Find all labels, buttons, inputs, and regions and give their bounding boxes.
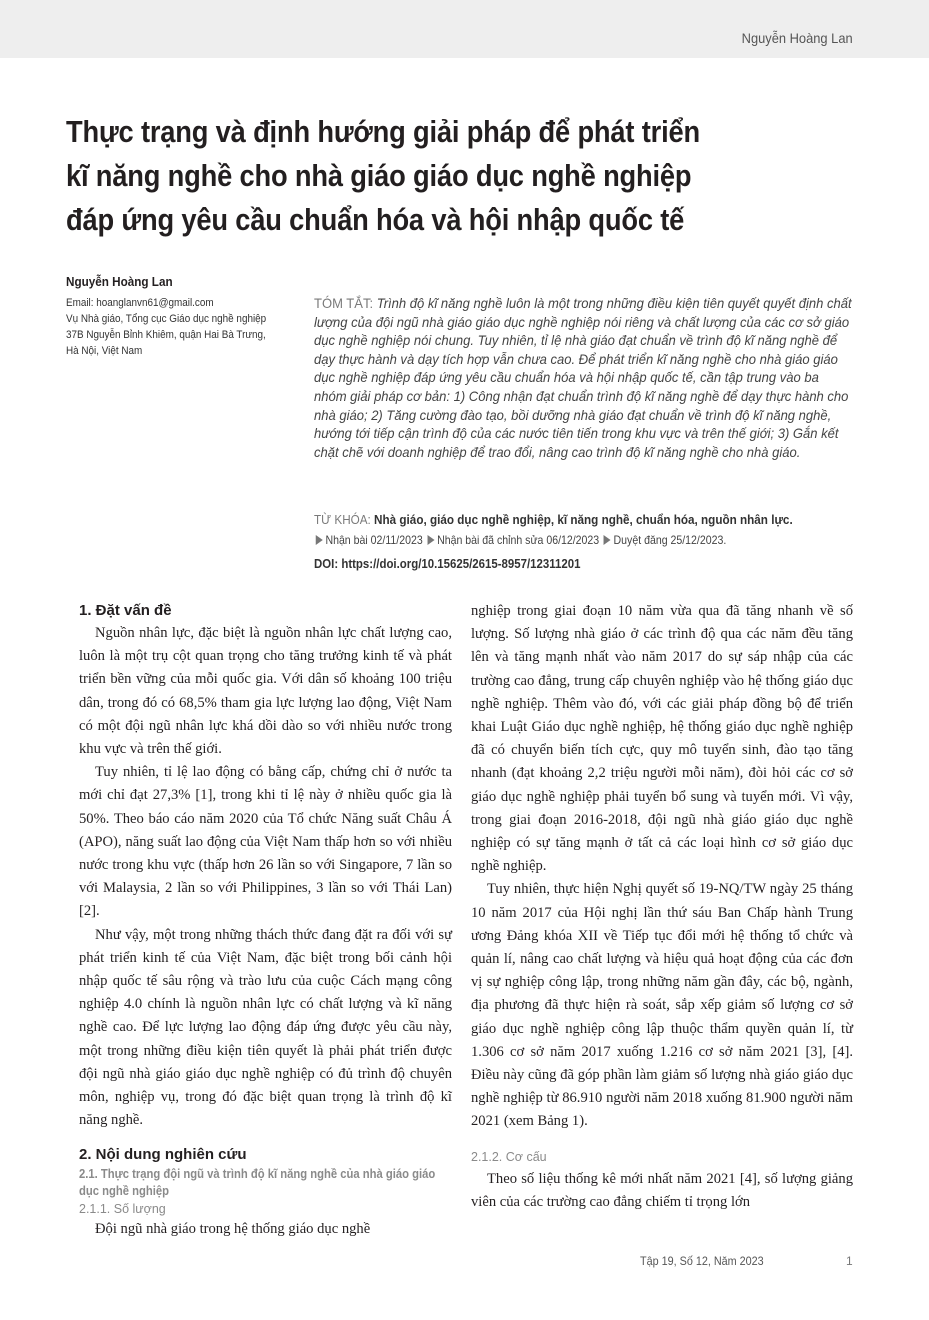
body-right-column xyxy=(471,600,853,1214)
keywords-text: Nhà giáo, giáo dục nghề nghiệp, kĩ năng nghề, chuẩn hóa, nguồn nhân lực. xyxy=(374,512,793,527)
arrow-right-icon xyxy=(427,535,434,545)
subsection-heading: 2.1. Thực trạng đội ngũ và trình độ kĩ năng nghề của nhà giáo giáo dục nghề nghiệp xyxy=(79,1167,436,1199)
author-affiliation xyxy=(66,295,282,359)
date-revised: Nhận bài đã chỉnh sửa 06/12/2023 xyxy=(437,533,600,547)
article-title xyxy=(66,110,752,242)
section-heading: 2. Nội dung nghiên cứu xyxy=(79,1146,247,1164)
abstract-label: TÓM TẮT: xyxy=(314,295,374,311)
subsubsection-heading: 2.1.1. Số lượng xyxy=(79,1202,166,1217)
title-line: kĩ năng nghề cho nhà giáo giáo dục nghề nghiệp xyxy=(66,158,692,193)
article-dates xyxy=(314,533,824,547)
page-number: 1 xyxy=(846,1254,853,1268)
paragraph: Tuy nhiên, tỉ lệ lao động có bằng cấp, chứng chỉ ở nước ta mới chỉ đạt 27,3% [1], trong khi tỉ lệ này ở nhiều quốc gia là 50%. Theo báo cáo năm 2020 của Tổ chức Năng suất Châu Á (APO), năng suất lao động của Việt Nam thấp hơn so với nhiều nước trong khu vực (thấp hơn 26 lần so với Singapore, 7 lần so với Malaysia, 2 lần so với Philippines, 3 lần so với Thái Lan) [2]. xyxy=(79,764,452,920)
date-accepted: Duyệt đăng 25/12/2023. xyxy=(613,533,727,547)
affiliation-line: Hà Nội, Việt Nam xyxy=(66,345,143,357)
title-line: Thực trạng và định hướng giải pháp để phát triển xyxy=(66,114,700,149)
paragraph: nghiệp trong giai đoạn 10 năm vừa qua đã tăng nhanh về số lượng. Số lượng nhà giáo ở các trình độ qua các năm đều tăng lên và tăng mạnh nhất vào năm 2017 do sự sáp nhập của các trường cao đẳng, trung cấp chuyên nghiệp vào hệ thống giáo dục nghề nghiệp. Thêm vào đó, với các giải pháp đồng bộ để triển khai Luật Giáo dục nghề nghiệp, hệ thống giáo dục nghề nghiệp đã có chuyển biến tích cực, quy mô tuyển sinh, đào tạo tăng nhanh (đạt khoảng 2,2 triệu người mỗi năm), đòi hỏi các cơ sở giáo dục nghề nghiệp phải tuyển bổ sung và tuyển mới. Vì vậy, trong giai đoạn 2016-2018, đội ngũ nhà giáo giáo dục nghề nghiệp có sự tăng mạnh ở tất cả các loại hình cơ sở giáo dục nghề nghiệp. xyxy=(471,603,853,875)
section-heading: 1. Đặt vấn đề xyxy=(79,602,172,619)
paragraph: Theo số liệu thống kê mới nhất năm 2021 [4], số lượng giảng viên của các trường cao đẳng chiếm tỉ trọng lớn xyxy=(471,1170,853,1210)
body-left-column xyxy=(79,600,452,1242)
paragraph: Nguồn nhân lực, đặc biệt là nguồn nhân lực chất lượng cao, luôn là một trụ cột quan trọng cho tăng trưởng kinh tế và phát triển bền vững của mỗi quốc gia. Với dân số khoảng 100 triệu dân, trong đó có 68,5% tham gia lực lượng lao động, Việt Nam có một đội ngũ nhân lực khá dồi dào so với nhiều nước trong khu vực và trên thế giới. xyxy=(79,625,452,758)
author-name: Nguyễn Hoàng Lan xyxy=(66,274,173,289)
affiliation-line: Email: hoanglanvn61@gmail.com xyxy=(66,297,214,309)
keywords xyxy=(314,512,836,527)
affiliation-line: Vụ Nhà giáo, Tổng cục Giáo dục nghề nghiệp xyxy=(66,313,267,325)
abstract-text: Trình độ kĩ năng nghề luôn là một trong những điều kiện tiên quyết quyết định chất lượng của đội ngũ nhà giáo giáo dục nghề nghiệp nói riêng và chất lượng của các cơ sở giáo dục nghề nghiệp nói chung. Tuy nhiên, tỉ lệ nhà giáo đạt chuẩn về trình độ kĩ năng nghề để dạy thực hành và dạy tích hợp vẫn chưa cao. Để phát triển kĩ năng nghề cho nhà giáo giáo dục nghề nghiệp đáp ứng yêu cầu chuẩn hóa và hội nhập quốc tế, cần tập trung vào ba nhóm giải pháp cơ bản: 1) Công nhận đạt chuẩn trình độ kĩ năng nghề để dạy thực hành cho nhà giáo; 2) Tăng cường đào tạo, bồi dưỡng nhà giáo đạt chuẩn về trình độ kĩ năng nghề, hướng tới tiếp cận trình độ của các nước tiên tiến trong khu vực và trên thế giới; 3) Gắn kết chặt chẽ với doanh nghiệp để trao đổi, nâng cao trình độ kĩ năng nghề cho nhà giáo. xyxy=(314,295,852,460)
running-header-author: Nguyễn Hoàng Lan xyxy=(741,30,853,46)
keywords-label: TỪ KHÓA: xyxy=(314,512,371,527)
paragraph: Như vậy, một trong những thách thức đang đặt ra đối với sự phát triển kinh tế của Việt Nam, đặc biệt trong bối cảnh hội nhập quốc tế sâu rộng và trào lưu của cuộc Cách mạng công nghiệp 4.0 chính là nguồn nhân lực có chất lượng và kĩ năng nghề cao. Để lực lượng lao động đáp ứng được yêu cầu này, một trong những điều kiện tiên quyết là phải phát triển được đội ngũ nhà giáo giáo dục nghề nghiệp có đủ trình độ chuyên môn, nghiệp vụ, trong đó đặc biệt quan trọng là trình độ kĩ năng nghề. xyxy=(79,926,452,1129)
arrow-right-icon xyxy=(604,535,611,545)
header-bar xyxy=(0,0,929,58)
paragraph: Đội ngũ nhà giáo trong hệ thống giáo dục nghề xyxy=(95,1221,371,1238)
doi-link[interactable]: DOI: https://doi.org/10.15625/2615-8957/12311201 xyxy=(314,556,581,571)
title-line: đáp ứng yêu cầu chuẩn hóa và hội nhập quốc tế xyxy=(66,202,685,237)
subsubsection-heading: 2.1.2. Cơ cấu xyxy=(471,1149,547,1164)
affiliation-line: 37B Nguyễn Bỉnh Khiêm, quận Hai Bà Trưng, xyxy=(66,329,266,341)
footer-issue: Tập 19, Số 12, Năm 2023 xyxy=(640,1254,764,1268)
abstract xyxy=(314,294,853,461)
paragraph: Tuy nhiên, thực hiện Nghị quyết số 19-NQ/TW ngày 25 tháng 10 năm 2017 của Hội nghị lần thứ sáu Ban Chấp hành Trung ương Đảng khóa XII về Tiếp tục đổi mới hệ thống tổ chức và quản lí, nâng cao chất lượng và hiệu quả hoạt động của các đơn vị sự nghiệp công lập, trong những năm gần đây, các bộ, ngành, địa phương đã thực hiện rà soát, sắp xếp giảm số lượng cơ sở giáo dục nghề nghiệp công lập thuộc thẩm quyền quản lí, từ 1.306 cơ sở năm 2017 xuống 1.216 cơ sở năm 2021 [3], [4]. Điều này cũng đã góp phần làm giảm số lượng nhà giáo giáo dục nghề nghiệp từ 86.910 người năm 2018 xuống 81.900 người năm 2021 (xem Bảng 1). xyxy=(471,881,853,1130)
arrow-right-icon xyxy=(316,535,323,545)
date-received: Nhận bài 02/11/2023 xyxy=(325,533,423,547)
